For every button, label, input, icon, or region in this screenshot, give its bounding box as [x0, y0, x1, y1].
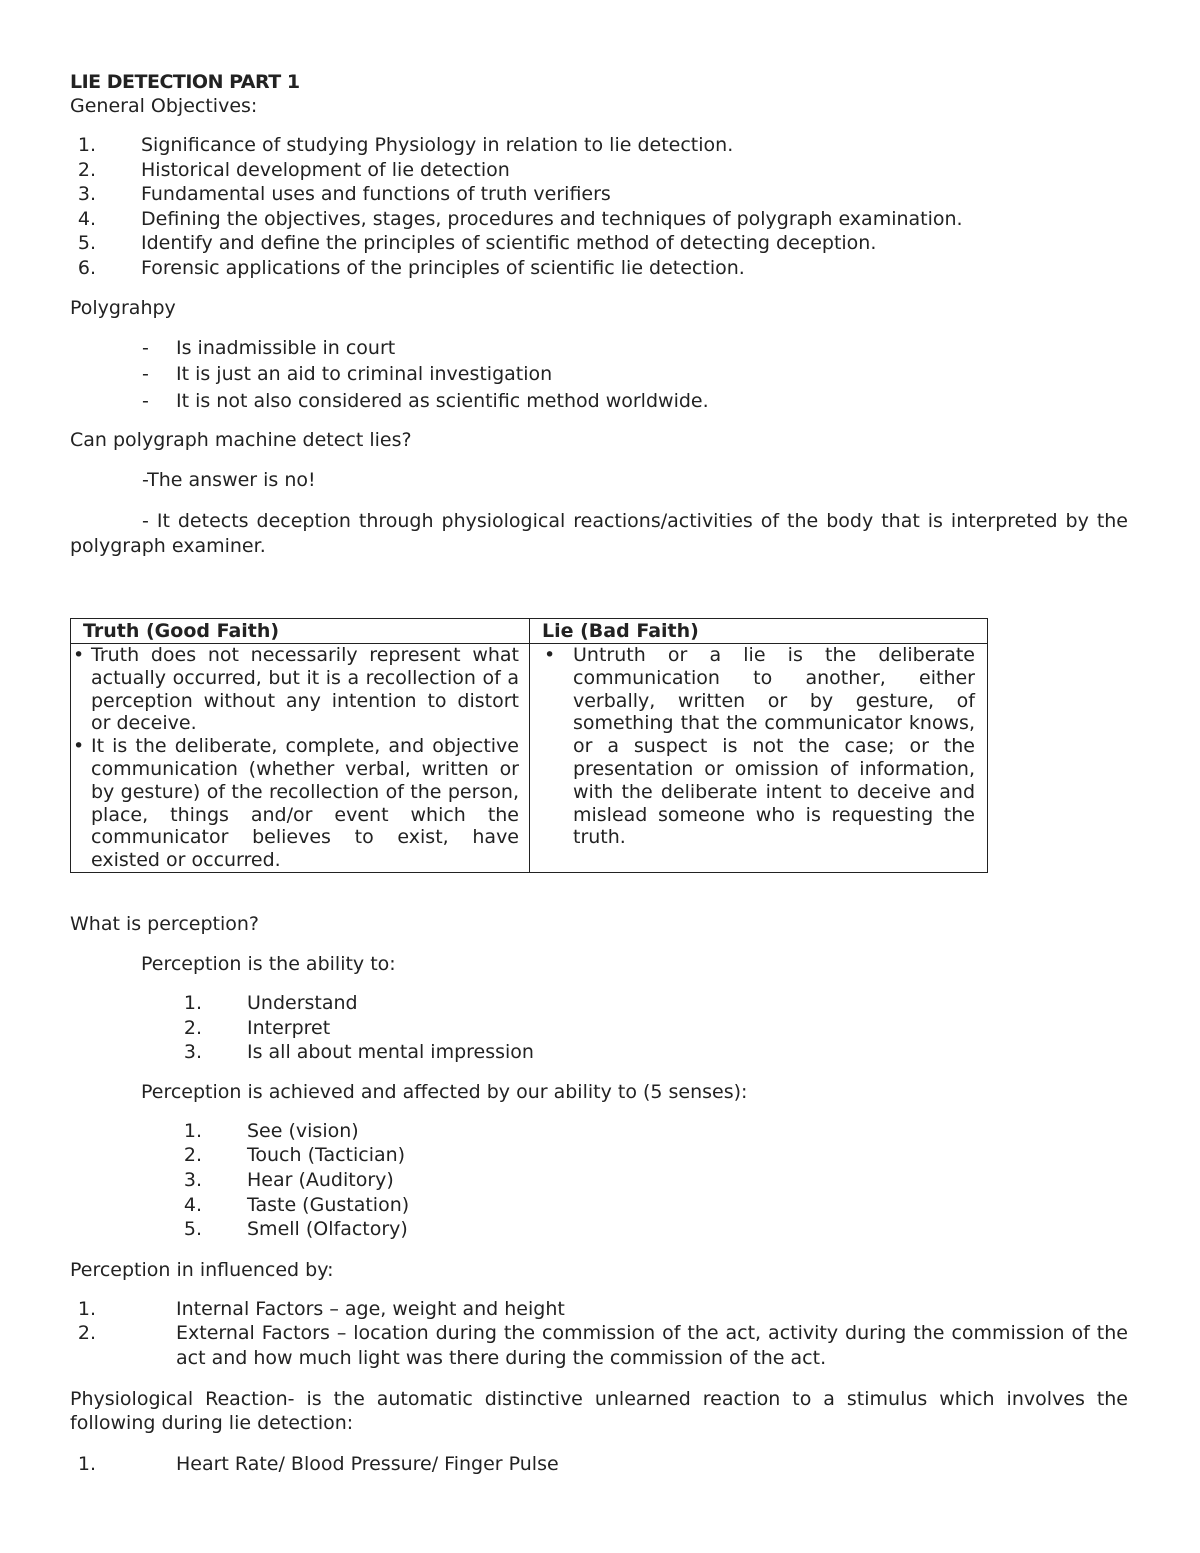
ability-list — [70, 991, 1128, 1065]
lie-cell — [530, 644, 988, 873]
perception-senses-intro: Perception is achieved and affected by our ability to (5 senses): — [141, 1080, 748, 1103]
truth-lie-table — [70, 618, 988, 873]
truth-cell — [71, 644, 530, 873]
truth-item: • It is the deliberate, complete, and objective communication (whether verbal, written or by gesture) of the recollection of the person, place, things and/or event which the communicator believes to exist, have existed or occurred. — [73, 735, 519, 872]
list-item: - Is inadmissible in court — [142, 336, 396, 359]
list-item: 1. Understand — [183, 992, 358, 1014]
list-item: 1. Internal Factors – age, weight and height — [77, 1297, 565, 1320]
bullet-icon: • — [73, 735, 85, 758]
perception-section — [70, 912, 1128, 1476]
list-item: - It is just an aid to criminal investigation — [142, 363, 553, 386]
polygraphy-heading: Polygrahpy — [70, 296, 176, 319]
bullet-icon: • — [544, 644, 556, 666]
list-item: 4. Taste (Gustation) — [183, 1193, 410, 1216]
list-item: 1. Significance of studying Physiology in relation to lie detection. — [77, 134, 734, 156]
answer-no: -The answer is no! — [142, 469, 316, 492]
list-item: 5. Identify and define the principles of scientific method of detecting deception. — [77, 232, 877, 255]
answer-explanation: - It detects deception through physiological reactions/activities of the body that is interpreted by the polygraph examiner. — [70, 510, 1128, 557]
list-item: 6. Forensic applications of the principles of scientific lie detection. — [77, 256, 745, 279]
question-heading: Can polygraph machine detect lies? — [70, 429, 412, 452]
list-item: 2. Interpret — [183, 1016, 331, 1039]
objectives-list — [70, 133, 1128, 281]
bullet-icon: • — [73, 644, 85, 666]
polygraphy-list — [70, 335, 1128, 415]
list-item: - It is not also considered as scientific method worldwide. — [142, 389, 709, 412]
perception-heading: What is perception? — [70, 913, 259, 935]
document-page — [70, 70, 1128, 1475]
truth-column-header: Truth (Good Faith) — [71, 619, 530, 644]
list-item: 1. Heart Rate/ Blood Pressure/ Finger Pulse — [77, 1452, 559, 1475]
physiological-reaction-text: Physiological Reaction- is the automatic distinctive unlearned reaction to a stimulus which involves the following during lie detection: — [70, 1387, 1128, 1435]
perception-ability-intro: Perception is the ability to: — [141, 953, 396, 975]
lie-column-header: Lie (Bad Faith) — [530, 619, 988, 644]
physiological-list — [70, 1452, 1128, 1477]
objectives-heading: General Objectives: — [70, 95, 258, 117]
list-item: 2. Historical development of lie detection — [77, 158, 510, 181]
influence-heading: Perception in influenced by: — [70, 1258, 334, 1281]
senses-list — [70, 1119, 1128, 1242]
list-item: 3. Hear (Auditory) — [183, 1168, 394, 1191]
list-item: 2. Touch (Tactician) — [183, 1144, 406, 1167]
document-title: LIE DETECTION PART 1 — [70, 71, 300, 93]
list-item: 4. Defining the objectives, stages, procedures and techniques of polygraph examination. — [77, 207, 963, 230]
list-item: 5. Smell (Olfactory) — [183, 1218, 408, 1241]
list-item: 1. See (vision) — [183, 1119, 359, 1142]
list-item: 3. Is all about mental impression — [183, 1041, 534, 1064]
list-item: 3. Fundamental uses and functions of truth verifiers — [77, 183, 611, 206]
influence-list — [70, 1297, 1128, 1371]
lie-item: • Untruth or a lie is the deliberate communication to another, either verbally, written or by gesture, of something that the communicator knows, or a suspect is not the case; or the presentation or omission of information, with the deliberate intent to deceive and mislead someone who is requesting the truth. — [544, 644, 975, 849]
list-item: 2. External Factors – location during the commission of the act, activity during the commission of the act and how much light was there during the commission of the act. — [77, 1322, 1128, 1369]
truth-item: • Truth does not necessarily represent what actually occurred, but it is a recollection of a perception without any intention to distort or deceive. — [73, 644, 519, 735]
